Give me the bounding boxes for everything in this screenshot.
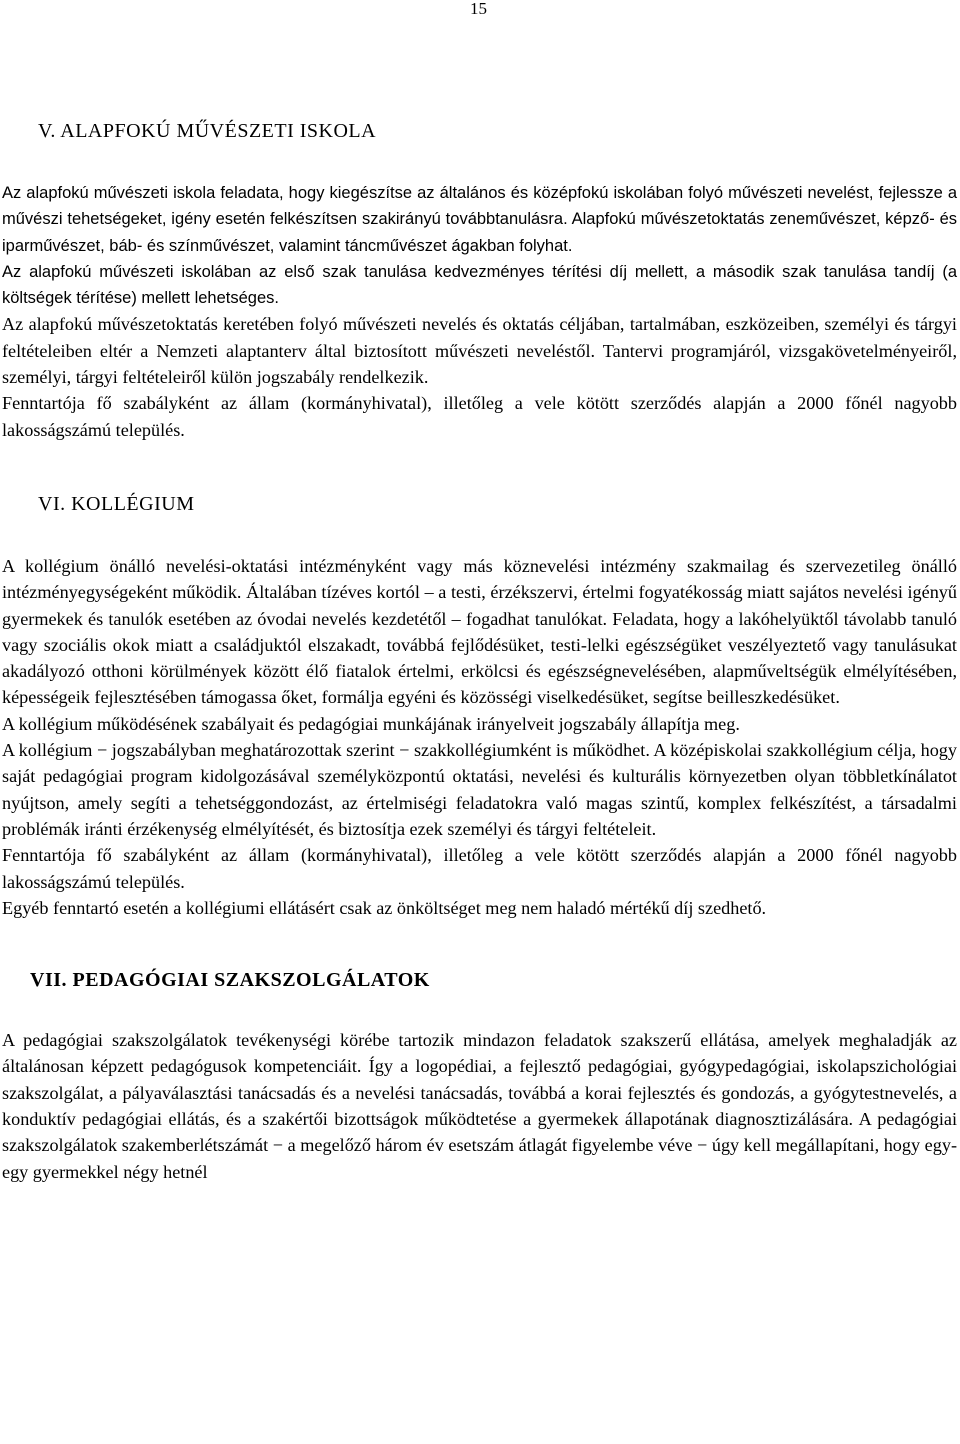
paragraph: A kollégium önálló nevelési-oktatási intézményként vagy más köznevelési intézmény szakmailag és szervezetileg önálló intézményegységeként működik. Általában tízéves kortól – a testi, érzékszervi, értelmi fogyatékosság miatt sajátos nevelési igényű gyermekek és tanulók esetében az óvodai nevelés kezdetétől – fogadhat tanulókat. Feladata, hogy a lakóhelyüktől távolabb tanuló vagy szociális okok miatt a családjuktól elszakadt, továbbá fejlődésüket, testi-lelki egészségüket veszélyeztető vagy tanulásukat akadályozó otthoni körülmények között élő fiatalok értelmi, erkölcsi és egészségnevelésében, alapműveltségük elmélyítésében, képességeik fejlesztésében támogassa őket, formálja egyéni és közösségi viselkedésüket, segítse beilleszkedésüket. (2, 555, 957, 708)
paragraph: Az alapfokú művészeti iskolában az első szak tanulása kedvezményes térítési díj mellett, a második szak tanulása tandíj (a költségek térítése) mellett lehetséges. (2, 262, 957, 308)
section-title: VII. PEDAGÓGIAI SZAKSZOLGÁLATOK (30, 969, 430, 992)
section-title: V. ALAPFOKÚ MŰVÉSZETI ISKOLA (38, 120, 377, 142)
paragraph: Az alapfokú művészetoktatás keretében folyó művészeti nevelés és oktatás céljában, tartalmában, eszközeiben, személyi és tárgyi feltételeiben eltér a Nemzeti alaptanterv által biztosított művészeti neveléstől. Tantervi programjáról, vizsgakövetelményeiről, személyi, tárgyi feltételeiről külön jogszabály rendelkezik. (2, 314, 957, 388)
section-body (2, 553, 957, 921)
paragraph: Az alapfokú művészeti iskola feladata, hogy kiegészítse az általános és középfokú iskolában folyó művészeti nevelést, fejlessze a művészi tehetségeket, igény esetén felkészítsen szakirányú továbbtanulásra. Alapfokú művészetoktatás zeneművészet, képző- és iparművészet, báb- és színművészet, valamint táncművészet ágakban folyhat. (2, 184, 957, 255)
paragraph: A kollégium − jogszabályban meghatározottak szerint − szakkollégiumként is működhet. A középiskolai szakkollégium célja, hogy saját pedagógiai program kidolgozásával személyközpontú oktatási, nevelési és kulturális környezetben olyan többletkínálatot nyújtson, amely segíti a tehetséggondozást, az értelmiségi feladatokra való magas szintű, komplex felkészítést, a társadalmi problémák iránti érzékenység elmélyítését, és biztosítja ezek személyi és tárgyi feltételeit. (2, 740, 957, 839)
paragraph: Fenntartója fő szabályként az állam (kormányhivatal), illetőleg a vele kötött szerződés alapján a 2000 főnél nagyobb lakosságszámú település. (2, 393, 957, 440)
paragraph: A pedagógiai szakszolgálatok tevékenységi körébe tartozik mindazon feladatok szakszerű ellátása, amelyek meghaladják az általánosan képzett pedagógusok kompetenciáit. Így a logopédiai, a fejlesztő pedagógiai, gyógypedagógiai, iskolapszichológiai szakszolgálat, a pályaválasztási tanácsadás és a nevelési tanácsadás, továbbá a korai fejlesztés és gondozás, a gyógytestnevelés, a konduktív pedagógiai ellátás, és a szakértői bizottságok működtetése a gyermekek állapotának diagnosztizálására. A pedagógiai szakszolgálatok szakemberlétszámát − a megelőző három év esetszám átlagát figyelembe véve − úgy kell megállapítani, hogy egy-egy gyermekkel négy hetnél (2, 1030, 957, 1182)
paragraph: Fenntartója fő szabályként az állam (kormányhivatal), illetőleg a vele kötött szerződés alapján a 2000 főnél nagyobb lakosságszámú település. (2, 845, 957, 892)
paragraph: Egyéb fenntartó esetén a kollégiumi ellátásért csak az önköltséget meg nem haladó mértékű díj szedhető. (2, 897, 767, 918)
section-body (2, 180, 957, 443)
section-pedagogiai-szakszolgalatok (2, 967, 957, 1185)
document-body (2, 118, 957, 1185)
section-kollegium (2, 491, 957, 921)
paragraph: A kollégium működésének szabályait és pedagógiai munkájának irányelveit jogszabály állapítja meg. (2, 713, 740, 734)
section-body (2, 1027, 957, 1185)
section-title: VI. KOLLÉGIUM (38, 492, 195, 515)
page-number: 15 (470, 0, 487, 18)
section-alapfoku-muveszeti-iskola (2, 118, 957, 443)
